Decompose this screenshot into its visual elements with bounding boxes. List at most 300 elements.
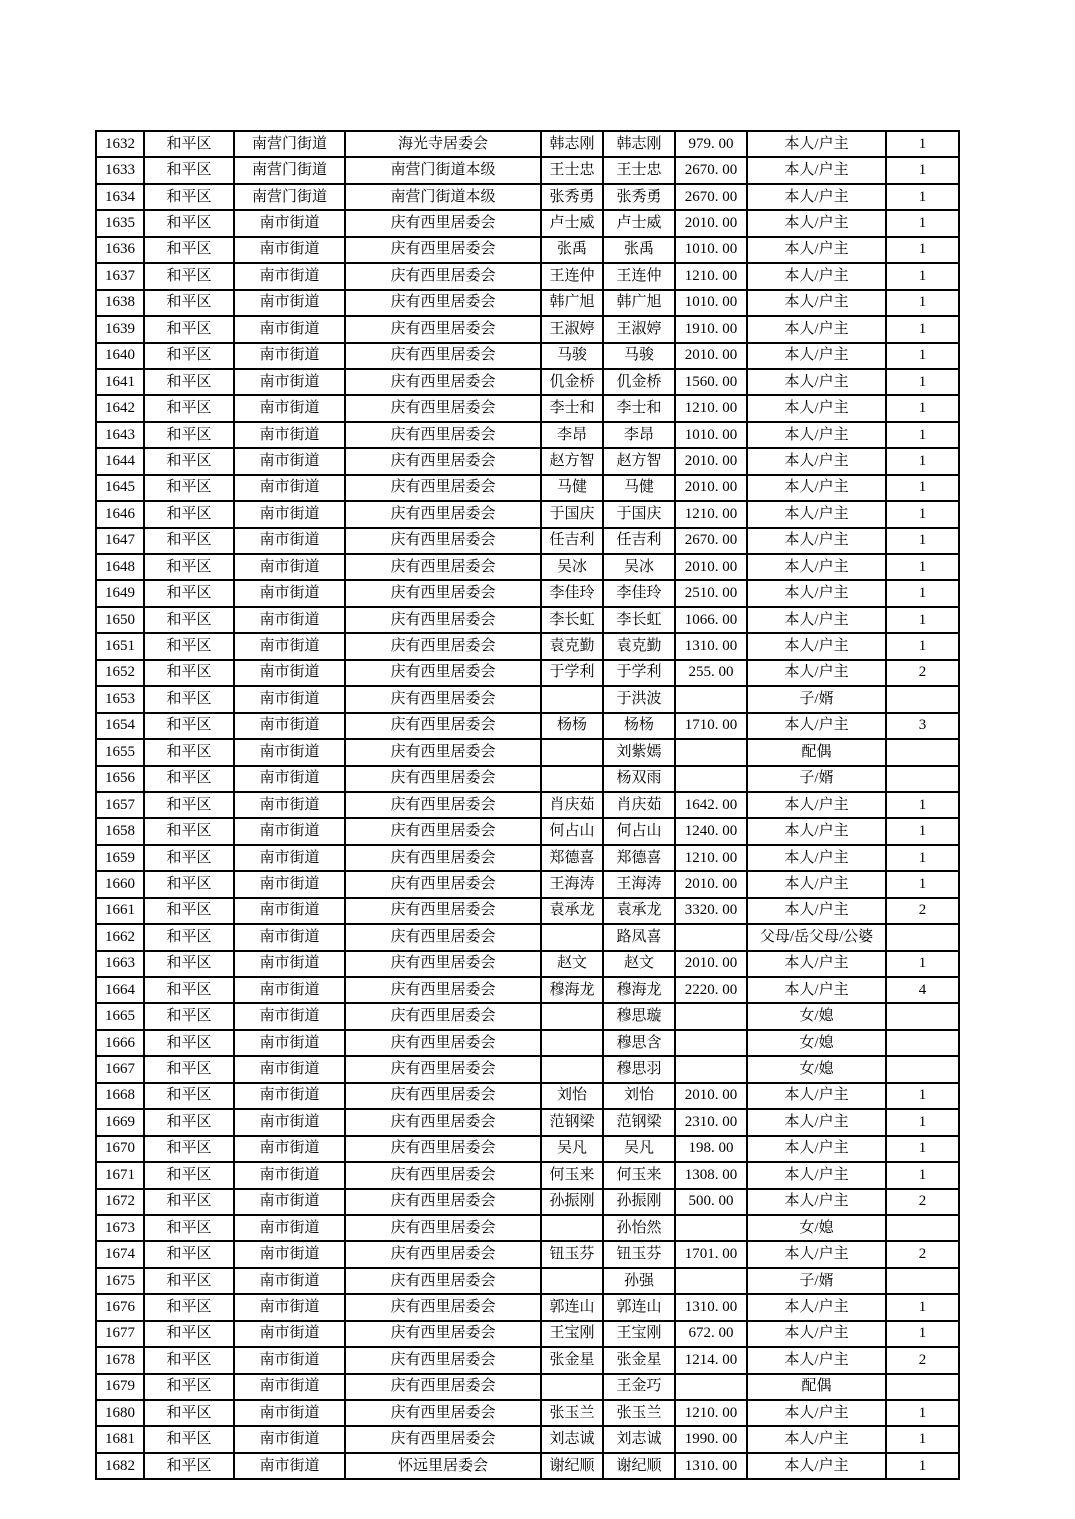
table-cell: 刘志诚 — [541, 1426, 603, 1452]
table-cell: 女/媳 — [747, 1056, 886, 1082]
table-cell: 钮玉芬 — [541, 1241, 603, 1267]
table-cell: 本人/户主 — [747, 1162, 886, 1188]
table-cell: 1682 — [96, 1453, 144, 1479]
table-cell — [541, 924, 603, 950]
table-cell: 南市街道 — [234, 554, 345, 580]
table-cell: 杨杨 — [603, 713, 675, 739]
table-cell: 李昂 — [603, 422, 675, 448]
table-cell: 南市街道 — [234, 501, 345, 527]
table-cell: 2 — [886, 660, 959, 686]
table-cell: 1 — [886, 475, 959, 501]
table-cell: 2010. 00 — [675, 951, 747, 977]
table-cell: 南市街道 — [234, 343, 345, 369]
table-cell: 南市街道 — [234, 1003, 345, 1029]
table-cell — [675, 1003, 747, 1029]
table-cell: 南市街道 — [234, 607, 345, 633]
table-cell: 孙振刚 — [603, 1189, 675, 1215]
table-cell: 和平区 — [144, 157, 234, 183]
table-cell: 1 — [886, 528, 959, 554]
table-cell: 本人/户主 — [747, 1189, 886, 1215]
table-cell: 南市街道 — [234, 237, 345, 263]
table-row — [96, 263, 959, 289]
table-cell: 198. 00 — [675, 1136, 747, 1162]
table-cell: 1671 — [96, 1162, 144, 1188]
table-cell: 配偶 — [747, 1374, 886, 1400]
table-cell: 本人/户主 — [747, 184, 886, 210]
table-cell: 南市街道 — [234, 1294, 345, 1320]
table-cell: 1673 — [96, 1215, 144, 1241]
table-cell: 本人/户主 — [747, 845, 886, 871]
table-cell: 南市街道 — [234, 818, 345, 844]
table-cell: 庆有西里居委会 — [345, 713, 541, 739]
table-cell: 庆有西里居委会 — [345, 1426, 541, 1452]
table-cell: 马健 — [541, 475, 603, 501]
table-cell — [541, 1215, 603, 1241]
table-row — [96, 607, 959, 633]
table-cell: 庆有西里居委会 — [345, 263, 541, 289]
table-cell: 1662 — [96, 924, 144, 950]
table-cell: 1 — [886, 951, 959, 977]
table-cell: 南市街道 — [234, 1321, 345, 1347]
table-cell: 李士和 — [541, 395, 603, 421]
table-row — [96, 131, 959, 157]
table-cell: 本人/户主 — [747, 660, 886, 686]
table-cell: 庆有西里居委会 — [345, 1347, 541, 1373]
table-cell: 1 — [886, 1294, 959, 1320]
table-cell: 1 — [886, 1083, 959, 1109]
table-cell: 2010. 00 — [675, 475, 747, 501]
table-cell: 和平区 — [144, 184, 234, 210]
table-cell: 李士和 — [603, 395, 675, 421]
table-cell: 1660 — [96, 871, 144, 897]
table-row — [96, 792, 959, 818]
table-cell: 500. 00 — [675, 1189, 747, 1215]
table-cell: 1642 — [96, 395, 144, 421]
table-cell: 1 — [886, 157, 959, 183]
table-row — [96, 871, 959, 897]
table-row — [96, 157, 959, 183]
table-cell: 张禹 — [541, 237, 603, 263]
table-cell: 南市街道 — [234, 898, 345, 924]
table-cell: 3320. 00 — [675, 898, 747, 924]
table-row — [96, 1083, 959, 1109]
table-cell: 庆有西里居委会 — [345, 686, 541, 712]
table-cell: 卢士威 — [603, 210, 675, 236]
table-cell: 穆海龙 — [541, 977, 603, 1003]
table-cell: 南市街道 — [234, 1136, 345, 1162]
table-cell: 本人/户主 — [747, 607, 886, 633]
table-cell: 和平区 — [144, 316, 234, 342]
table-cell: 南市街道 — [234, 422, 345, 448]
table-cell: 和平区 — [144, 448, 234, 474]
table-cell: 1066. 00 — [675, 607, 747, 633]
table-cell: 和平区 — [144, 131, 234, 157]
table-row — [96, 184, 959, 210]
table-cell — [541, 1268, 603, 1294]
table-cell: 何占山 — [603, 818, 675, 844]
table-cell: 张金星 — [603, 1347, 675, 1373]
table-cell: 南市街道 — [234, 395, 345, 421]
table-cell: 赵文 — [541, 951, 603, 977]
table-cell: 南市街道 — [234, 713, 345, 739]
table-cell: 1654 — [96, 713, 144, 739]
table-cell: 2310. 00 — [675, 1109, 747, 1135]
table-cell: 和平区 — [144, 263, 234, 289]
table-cell: 南市街道 — [234, 290, 345, 316]
table-row — [96, 237, 959, 263]
table-cell: 庆有西里居委会 — [345, 607, 541, 633]
table-cell: 1210. 00 — [675, 395, 747, 421]
table-cell: 庆有西里居委会 — [345, 766, 541, 792]
table-cell: 庆有西里居委会 — [345, 422, 541, 448]
table-cell: 1310. 00 — [675, 1453, 747, 1479]
table-cell: 255. 00 — [675, 660, 747, 686]
table-cell: 张禹 — [603, 237, 675, 263]
table-row — [96, 686, 959, 712]
table-cell: 本人/户主 — [747, 316, 886, 342]
table-cell: 2220. 00 — [675, 977, 747, 1003]
table-cell: 和平区 — [144, 1374, 234, 1400]
table-cell: 庆有西里居委会 — [345, 580, 541, 606]
table-cell: 和平区 — [144, 924, 234, 950]
table-cell: 和平区 — [144, 369, 234, 395]
table-cell: 和平区 — [144, 1426, 234, 1452]
table-cell — [886, 1003, 959, 1029]
table-cell: 3 — [886, 713, 959, 739]
table-cell: 庆有西里居委会 — [345, 237, 541, 263]
table-cell: 于学利 — [603, 660, 675, 686]
table-cell: 吴冰 — [603, 554, 675, 580]
table-cell: 本人/户主 — [747, 501, 886, 527]
table-cell: 南市街道 — [234, 1426, 345, 1452]
table-cell: 郑德喜 — [603, 845, 675, 871]
table-cell: 2 — [886, 898, 959, 924]
table-cell: 和平区 — [144, 1162, 234, 1188]
table-cell: 南市街道 — [234, 766, 345, 792]
table-cell: 马骏 — [541, 343, 603, 369]
table-row — [96, 395, 959, 421]
table-cell: 1650 — [96, 607, 144, 633]
table-cell: 和平区 — [144, 1136, 234, 1162]
table-cell: 和平区 — [144, 1400, 234, 1426]
table-row — [96, 713, 959, 739]
table-cell: 1 — [886, 184, 959, 210]
table-cell: 1649 — [96, 580, 144, 606]
table-cell — [675, 1268, 747, 1294]
table-cell: 1653 — [96, 686, 144, 712]
table-cell: 庆有西里居委会 — [345, 951, 541, 977]
table-cell: 1010. 00 — [675, 237, 747, 263]
table-cell: 1661 — [96, 898, 144, 924]
table-cell — [886, 739, 959, 765]
table-cell: 穆海龙 — [603, 977, 675, 1003]
table-cell: 杨杨 — [541, 713, 603, 739]
table-cell: 1656 — [96, 766, 144, 792]
table-cell: 1 — [886, 792, 959, 818]
table-row — [96, 766, 959, 792]
table-cell: 王宝刚 — [541, 1321, 603, 1347]
table-cell: 和平区 — [144, 739, 234, 765]
table-cell: 本人/户主 — [747, 1109, 886, 1135]
table-cell: 南市街道 — [234, 977, 345, 1003]
table-cell: 2 — [886, 1189, 959, 1215]
table-cell: 1 — [886, 1321, 959, 1347]
table-cell: 庆有西里居委会 — [345, 448, 541, 474]
table-cell: 庆有西里居委会 — [345, 528, 541, 554]
table-cell: 肖庆茹 — [603, 792, 675, 818]
table-cell: 谢纪顺 — [541, 1453, 603, 1479]
table-cell — [541, 739, 603, 765]
table-cell: 怀远里居委会 — [345, 1453, 541, 1479]
table-cell — [886, 686, 959, 712]
table-cell: 庆有西里居委会 — [345, 1400, 541, 1426]
table-cell: 1678 — [96, 1347, 144, 1373]
table-cell: 南市街道 — [234, 924, 345, 950]
table-cell: 1 — [886, 369, 959, 395]
table-cell: 南营门街道本级 — [345, 157, 541, 183]
table-cell: 1672 — [96, 1189, 144, 1215]
table-cell: 1635 — [96, 210, 144, 236]
table-cell: 南市街道 — [234, 739, 345, 765]
table-cell: 本人/户主 — [747, 1136, 886, 1162]
table-row — [96, 1453, 959, 1479]
table-cell: 1710. 00 — [675, 713, 747, 739]
table-cell: 和平区 — [144, 1003, 234, 1029]
table-cell: 本人/户主 — [747, 554, 886, 580]
table-cell: 庆有西里居委会 — [345, 501, 541, 527]
table-cell: 1210. 00 — [675, 845, 747, 871]
table-cell: 本人/户主 — [747, 871, 886, 897]
table-cell: 和平区 — [144, 607, 234, 633]
table-cell: 父母/岳父母/公婆 — [747, 924, 886, 950]
records-tbody — [96, 131, 959, 1479]
table-cell: 和平区 — [144, 1268, 234, 1294]
table-cell: 南市街道 — [234, 1347, 345, 1373]
table-cell: 王海涛 — [541, 871, 603, 897]
table-cell: 南市街道 — [234, 369, 345, 395]
table-row — [96, 316, 959, 342]
table-cell: 庆有西里居委会 — [345, 1136, 541, 1162]
table-cell: 郭连山 — [603, 1294, 675, 1320]
table-cell: 南营门街道本级 — [345, 184, 541, 210]
table-cell: 穆思羽 — [603, 1056, 675, 1082]
table-cell: 王淑婷 — [603, 316, 675, 342]
table-row — [96, 1162, 959, 1188]
table-cell: 1680 — [96, 1400, 144, 1426]
table-cell: 本人/户主 — [747, 475, 886, 501]
table-cell: 庆有西里居委会 — [345, 1083, 541, 1109]
table-cell — [886, 766, 959, 792]
table-cell: 韩广旭 — [603, 290, 675, 316]
table-cell — [541, 1374, 603, 1400]
table-cell: 和平区 — [144, 818, 234, 844]
table-cell: 1679 — [96, 1374, 144, 1400]
table-cell: 袁承龙 — [541, 898, 603, 924]
table-cell: 2010. 00 — [675, 871, 747, 897]
table-cell: 南市街道 — [234, 580, 345, 606]
table-cell: 和平区 — [144, 660, 234, 686]
table-cell: 南市街道 — [234, 633, 345, 659]
table-cell: 1 — [886, 210, 959, 236]
table-cell: 马骏 — [603, 343, 675, 369]
table-cell: 南营门街道 — [234, 157, 345, 183]
table-cell: 庆有西里居委会 — [345, 1294, 541, 1320]
table-cell: 2670. 00 — [675, 157, 747, 183]
table-cell: 本人/户主 — [747, 1294, 886, 1320]
table-cell: 马健 — [603, 475, 675, 501]
table-cell — [886, 924, 959, 950]
table-cell: 李佳玲 — [541, 580, 603, 606]
table-cell — [886, 1030, 959, 1056]
table-cell: 庆有西里居委会 — [345, 1321, 541, 1347]
table-cell: 孙振刚 — [541, 1189, 603, 1215]
table-cell: 赵方智 — [541, 448, 603, 474]
table-row — [96, 1030, 959, 1056]
table-cell: 1655 — [96, 739, 144, 765]
table-cell: 庆有西里居委会 — [345, 1215, 541, 1241]
table-cell: 和平区 — [144, 686, 234, 712]
table-cell: 1667 — [96, 1056, 144, 1082]
table-cell: 于学利 — [541, 660, 603, 686]
table-cell — [886, 1056, 959, 1082]
table-cell: 本人/户主 — [747, 713, 886, 739]
table-cell: 1659 — [96, 845, 144, 871]
table-cell: 刘志诚 — [603, 1426, 675, 1452]
table-cell: 和平区 — [144, 1453, 234, 1479]
table-cell: 2670. 00 — [675, 184, 747, 210]
table-cell: 南市街道 — [234, 1453, 345, 1479]
table-row — [96, 528, 959, 554]
table-cell: 本人/户主 — [747, 343, 886, 369]
table-cell: 庆有西里居委会 — [345, 739, 541, 765]
table-cell: 韩广旭 — [541, 290, 603, 316]
table-row — [96, 739, 959, 765]
table-cell: 1664 — [96, 977, 144, 1003]
table-cell: 任吉利 — [541, 528, 603, 554]
table-cell: 庆有西里居委会 — [345, 1109, 541, 1135]
table-cell — [886, 1374, 959, 1400]
table-row — [96, 1374, 959, 1400]
table-cell: 本人/户主 — [747, 1400, 886, 1426]
table-cell: 庆有西里居委会 — [345, 1162, 541, 1188]
table-cell: 和平区 — [144, 633, 234, 659]
table-cell: 1677 — [96, 1321, 144, 1347]
table-row — [96, 1189, 959, 1215]
table-cell: 和平区 — [144, 1083, 234, 1109]
table-cell: 庆有西里居委会 — [345, 210, 541, 236]
table-cell: 南营门街道 — [234, 131, 345, 157]
table-row — [96, 580, 959, 606]
table-cell: 和平区 — [144, 395, 234, 421]
table-cell: 1670 — [96, 1136, 144, 1162]
table-cell: 庆有西里居委会 — [345, 792, 541, 818]
table-cell: 范钢梁 — [541, 1109, 603, 1135]
table-cell: 和平区 — [144, 1109, 234, 1135]
table-cell: 和平区 — [144, 845, 234, 871]
table-cell: 1 — [886, 845, 959, 871]
table-cell: 本人/户主 — [747, 580, 886, 606]
table-cell: 卢士威 — [541, 210, 603, 236]
table-cell: 1310. 00 — [675, 633, 747, 659]
table-cell: 和平区 — [144, 343, 234, 369]
table-cell: 南市街道 — [234, 1189, 345, 1215]
table-cell: 1910. 00 — [675, 316, 747, 342]
table-cell: 本人/户主 — [747, 369, 886, 395]
table-cell: 1644 — [96, 448, 144, 474]
table-cell: 南市街道 — [234, 1162, 345, 1188]
table-cell: 1 — [886, 554, 959, 580]
table-cell: 1310. 00 — [675, 1294, 747, 1320]
table-cell: 王淑婷 — [541, 316, 603, 342]
table-cell: 和平区 — [144, 1215, 234, 1241]
table-cell: 1 — [886, 237, 959, 263]
table-row — [96, 951, 959, 977]
table-cell: 1647 — [96, 528, 144, 554]
table-cell: 1 — [886, 395, 959, 421]
table-cell: 和平区 — [144, 977, 234, 1003]
table-row — [96, 343, 959, 369]
table-cell: 南市街道 — [234, 210, 345, 236]
table-row — [96, 1241, 959, 1267]
table-cell: 1 — [886, 633, 959, 659]
table-cell: 南市街道 — [234, 1109, 345, 1135]
table-cell — [675, 1056, 747, 1082]
table-cell: 南市街道 — [234, 1268, 345, 1294]
table-cell — [675, 1374, 747, 1400]
table-cell: 王海涛 — [603, 871, 675, 897]
table-row — [96, 845, 959, 871]
table-cell: 2510. 00 — [675, 580, 747, 606]
table-cell: 1674 — [96, 1241, 144, 1267]
table-cell: 南市街道 — [234, 660, 345, 686]
table-cell: 肖庆茹 — [541, 792, 603, 818]
table-cell: 1010. 00 — [675, 290, 747, 316]
table-cell: 2 — [886, 1347, 959, 1373]
table-cell: 2010. 00 — [675, 1083, 747, 1109]
table-cell: 1 — [886, 1136, 959, 1162]
table-cell: 李佳玲 — [603, 580, 675, 606]
table-cell: 南市街道 — [234, 448, 345, 474]
table-cell: 庆有西里居委会 — [345, 977, 541, 1003]
table-cell: 和平区 — [144, 951, 234, 977]
table-cell: 1636 — [96, 237, 144, 263]
table-cell: 南市街道 — [234, 475, 345, 501]
table-cell: 2670. 00 — [675, 528, 747, 554]
table-row — [96, 1268, 959, 1294]
table-cell: 1681 — [96, 1426, 144, 1452]
table-cell: 郑德喜 — [541, 845, 603, 871]
table-cell: 4 — [886, 977, 959, 1003]
table-cell: 1651 — [96, 633, 144, 659]
table-cell: 本人/户主 — [747, 1453, 886, 1479]
table-cell: 庆有西里居委会 — [345, 1056, 541, 1082]
table-cell: 庆有西里居委会 — [345, 1241, 541, 1267]
table-row — [96, 977, 959, 1003]
table-cell — [675, 1215, 747, 1241]
table-cell: 1637 — [96, 263, 144, 289]
table-row — [96, 660, 959, 686]
table-cell: 王士忠 — [603, 157, 675, 183]
table-cell: 李长虹 — [603, 607, 675, 633]
table-cell: 2010. 00 — [675, 554, 747, 580]
table-row — [96, 1056, 959, 1082]
table-cell: 1210. 00 — [675, 1400, 747, 1426]
table-cell: 路凤喜 — [603, 924, 675, 950]
table-cell: 张玉兰 — [541, 1400, 603, 1426]
table-cell: 本人/户主 — [747, 1426, 886, 1452]
table-cell: 李昂 — [541, 422, 603, 448]
table-cell: 本人/户主 — [747, 237, 886, 263]
